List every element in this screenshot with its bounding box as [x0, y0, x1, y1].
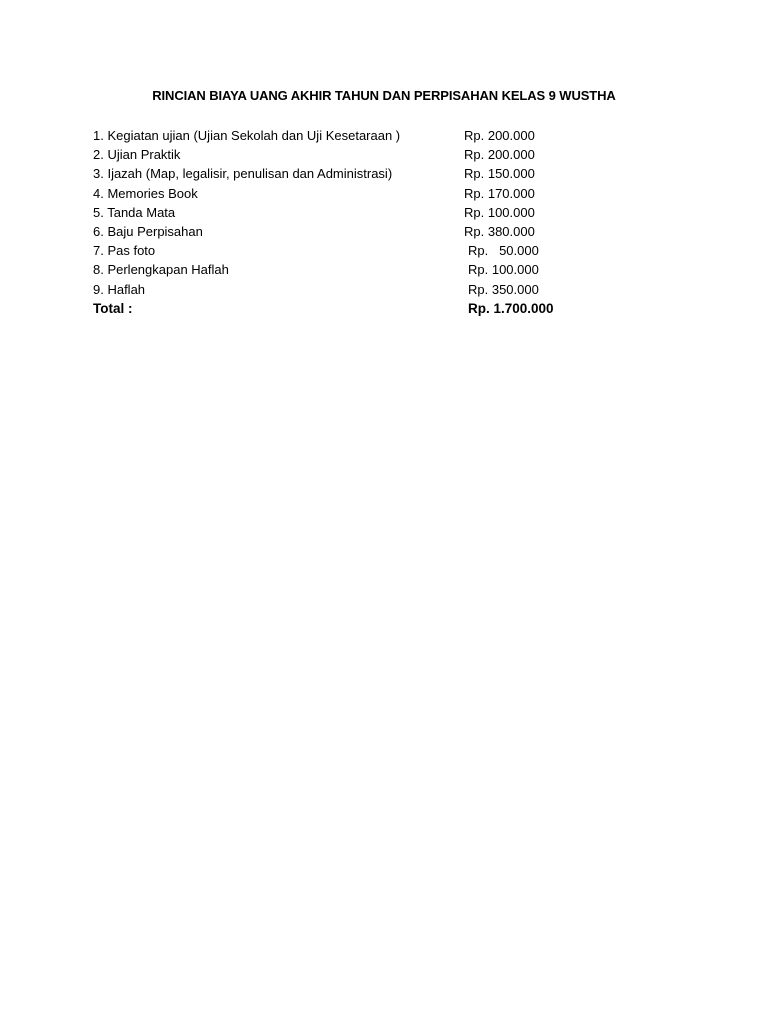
item-label: 3. Ijazah (Map, legalisir, penulisan dan Administrasi)	[93, 166, 393, 182]
list-item	[93, 184, 613, 203]
total-label: Total :	[93, 300, 133, 316]
item-amount: Rp. 200.000	[464, 147, 535, 163]
document-title: RINCIAN BIAYA UANG AKHIR TAHUN DAN PERPISAHAN KELAS 9 WUSTHA	[152, 88, 616, 103]
item-amount: Rp. 170.000	[464, 185, 535, 201]
total-row	[93, 299, 613, 319]
list-item	[93, 222, 613, 241]
item-amount: Rp. 100.000	[468, 262, 539, 278]
item-label: 4. Memories Book	[93, 185, 198, 201]
list-item	[93, 164, 613, 183]
list-item	[93, 145, 613, 164]
list-item	[93, 280, 613, 299]
item-label: 2. Ujian Praktik	[93, 147, 181, 163]
list-item	[93, 241, 613, 260]
item-amount: Rp. 350.000	[468, 281, 539, 297]
item-label: 5. Tanda Mata	[93, 204, 176, 220]
list-item	[93, 126, 613, 145]
list-item	[93, 203, 613, 222]
item-amount: Rp. 50.000	[468, 243, 539, 259]
item-label: 7. Pas foto	[93, 243, 156, 259]
item-label: 9. Haflah	[93, 281, 146, 297]
item-label: 6. Baju Perpisahan	[93, 223, 203, 239]
item-label: 1. Kegiatan ujian (Ujian Sekolah dan Uji Kesetaraan )	[93, 128, 401, 143]
item-label: 8. Perlengkapan Haflah	[93, 262, 229, 278]
item-amount: Rp. 100.000	[464, 204, 535, 220]
item-amount: Rp. 380.000	[464, 223, 535, 239]
list-item	[93, 260, 613, 279]
cost-list	[93, 126, 613, 319]
item-amount: Rp. 150.000	[464, 166, 535, 182]
item-amount: Rp. 200.000	[464, 128, 535, 143]
total-amount: Rp. 1.700.000	[468, 300, 554, 316]
